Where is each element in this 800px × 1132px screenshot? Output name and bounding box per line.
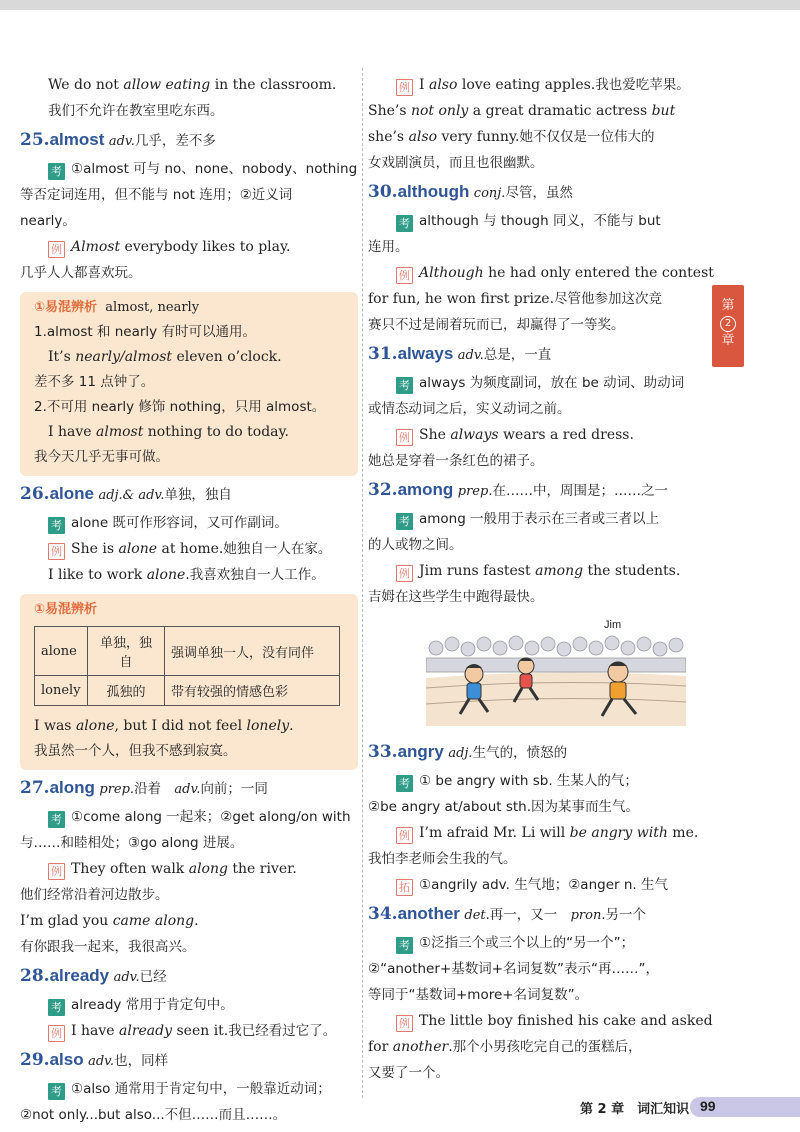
kao-icon: 考	[396, 937, 413, 954]
entry-27-example-1: 例 They often walk along the river.	[20, 856, 358, 882]
li-icon: 例	[48, 241, 65, 258]
box-line: 我今天几乎无事可做。	[34, 449, 169, 465]
entry-27-example-2-cn: 有你跟我一起来，我很高兴。	[20, 939, 196, 955]
entry-32-note-cont: 的人或物之间。	[368, 537, 463, 553]
entry-27-heading: 27.along prep.沿着 adv.向前；一同	[20, 778, 268, 798]
entry-33-extension: 拓 ①angrily adv. 生气地；②anger n. 生气	[368, 872, 704, 898]
right-column	[368, 72, 714, 1086]
entry-25-example-cn: 几乎人人都喜欢玩。	[20, 265, 142, 281]
entry-29-heading: 29.also adv.也，同样	[20, 1050, 169, 1070]
entry-25-heading: 25.almost adv.几乎，差不多	[20, 130, 216, 150]
entry-30-example-cn: 赛只不过是闹着玩而已，却赢得了一等奖。	[368, 317, 625, 333]
confusion-box-alone-lonely	[20, 594, 358, 770]
li-icon: 例	[396, 267, 413, 284]
entry-34-example-cont: for another.那个小男孩吃完自己的蛋糕后，	[368, 1039, 642, 1055]
page-footer	[560, 1095, 800, 1119]
table-cell: 带有较强的情感色彩	[165, 676, 340, 706]
box-line: 1.almost 和 nearly 有时可以通用。	[34, 324, 256, 340]
entry-33-example-cn: 我怕李老师会生我的气。	[368, 851, 517, 867]
table-cell: lonely	[35, 676, 88, 706]
entry-31-example-cn: 她总是穿着一条红色的裙子。	[368, 453, 544, 469]
table-cell: 孤独的	[88, 676, 165, 706]
illustration-label-jim: Jim	[604, 619, 622, 631]
entry-27-note: 考 ①come along 一起来；②get along/on with	[20, 804, 358, 830]
confusion-box-almost-nearly	[20, 292, 358, 476]
entry-34-heading: 34.another det.再一，又一 pron.另一个	[368, 904, 646, 924]
box-line: It’s nearly/almost eleven o’clock.	[48, 349, 282, 365]
table-row	[35, 627, 340, 676]
column-divider	[362, 68, 363, 1098]
entry-27-example-2: I’m glad you came along.	[20, 913, 199, 929]
entry-31-note: 考 always 为频度副词，放在 be 动词、助动词	[368, 370, 704, 396]
entry-25-note-cont2: nearly。	[20, 213, 76, 229]
entry-30-note-cont: 连用。	[368, 239, 409, 255]
kao-icon: 考	[396, 377, 413, 394]
box-title: ①易混辨析 almost, nearly	[34, 300, 200, 315]
entry-29-example-2-cont: she’s also very funny.她不仅仅是一位伟大的	[368, 129, 655, 145]
entry-26-note: 考 alone 既可作形容词，又可作副词。	[20, 510, 358, 536]
footer-chapter-title: 第 2 章 词汇知识	[580, 1102, 690, 1117]
entry-25-note: 考 ①almost 可与 no、none、nobody、nothing	[20, 156, 358, 182]
comparison-table	[34, 626, 340, 706]
entry-32-example-cn: 吉姆在这些学生中跑得最快。	[368, 589, 544, 605]
top-edge-bar	[0, 0, 800, 10]
li-icon: 例	[396, 827, 413, 844]
entry-27-note-cont: 与……和睦相处；③go along 进展。	[20, 835, 244, 851]
entry-30-note: 考 although 与 though 同义，不能与 but	[368, 208, 704, 234]
li-icon: 例	[396, 429, 413, 446]
entry-32-note: 考 among 一般用于表示在三者或三者以上	[368, 506, 704, 532]
li-icon: 例	[396, 1015, 413, 1032]
table-cell: 单独，独自	[88, 627, 165, 676]
entry-33-note: 考 ① be angry with sb. 生某人的气；	[368, 768, 704, 794]
entry-29-note: 考 ①also 通常用于肯定句中，一般靠近动词；	[20, 1076, 358, 1102]
entry-33-example: 例 I’m afraid Mr. Li will be angry with me.	[368, 820, 704, 846]
entry-28-note: 考 already 常用于肯定句中。	[20, 992, 358, 1018]
entry-33-note-cont: ②be angry at/about sth.因为某事而生气。	[368, 799, 640, 815]
entry-30-example-cont: for fun, he won first prize.尽管他参加这次竞	[368, 291, 663, 307]
box-line: I was alone, but I did not feel lonely.	[34, 718, 294, 734]
entry-26-example-1: 例 She is alone at home.她独自一人在家。	[20, 536, 358, 562]
kao-icon: 考	[396, 513, 413, 530]
entry-34-example-cn: 又要了一个。	[368, 1065, 449, 1081]
box-line: 2.不可用 nearly 修饰 nothing，只用 almost。	[34, 399, 326, 415]
entry-32-example: 例 Jim runs fastest among the students.	[368, 558, 704, 584]
table-cell: 强调单独一人，没有同伴	[165, 627, 340, 676]
li-icon: 例	[396, 565, 413, 582]
kao-icon: 考	[48, 811, 65, 828]
kao-icon: 考	[396, 775, 413, 792]
entry-31-heading: 31.always adv.总是，一直	[368, 344, 552, 364]
entry-28-example: 例 I have already seen it.我已经看过它了。	[20, 1018, 358, 1044]
li-icon: 例	[48, 1025, 65, 1042]
side-tab-number: 2	[720, 316, 736, 332]
li-icon: 例	[48, 543, 65, 560]
entry-34-note-cont: ②“another+基数词+名词复数”表示“再……”，	[368, 961, 659, 977]
kao-icon: 考	[48, 517, 65, 534]
entry-26-heading: 26.alone adj.& adv.单独，独自	[20, 484, 232, 504]
intro-example-en: We do not allow eating in the classroom.	[48, 77, 337, 93]
box-line: I have almost nothing to do today.	[48, 424, 289, 440]
side-tab-char: 第	[721, 298, 735, 313]
kao-icon: 考	[396, 215, 413, 232]
table-cell: alone	[35, 627, 88, 676]
entry-27-example-1-cn: 他们经常沿着河边散步。	[20, 887, 169, 903]
li-icon: 例	[396, 79, 413, 96]
page-number: 99	[700, 1098, 716, 1114]
entry-34-note: 考 ①泛指三个或三个以上的“另一个”；	[368, 930, 704, 956]
entry-34-example: 例 The little boy finished his cake and asked	[368, 1008, 704, 1034]
chapter-side-tab	[712, 285, 744, 367]
intro-example-cn: 我们不允许在教室里吃东西。	[48, 103, 224, 119]
page-number-badge	[690, 1097, 800, 1117]
entry-33-heading: 33.angry adj.生气的，愤怒的	[368, 742, 568, 762]
entry-30-heading: 30.although conj.尽管，虽然	[368, 182, 573, 202]
box-line: 我虽然一个人，但我不感到寂寞。	[34, 743, 237, 759]
entry-34-note-cont2: 等同于“基数词+more+名词复数”。	[368, 987, 589, 1003]
entry-29-example-2: She’s not only a great dramatic actress but	[368, 103, 676, 119]
tuo-icon: 拓	[396, 879, 413, 896]
entry-29-example-2-cn: 女戏剧演员，而且也很幽默。	[368, 155, 544, 171]
kao-icon: 考	[48, 1083, 65, 1100]
li-icon: 例	[48, 863, 65, 880]
entry-28-heading: 28.already adv.已经	[20, 966, 167, 986]
entry-32-heading: 32.among prep.在……中，周围是；……之一	[368, 480, 668, 500]
table-row	[35, 676, 340, 706]
entry-31-example: 例 She always wears a red dress.	[368, 422, 704, 448]
left-column	[20, 72, 358, 1128]
kao-icon: 考	[48, 999, 65, 1016]
entry-29-note-cont: ②not only...but also...不但……而且……。	[20, 1107, 287, 1123]
side-tab-char: 章	[721, 333, 735, 348]
running-race-illustration	[426, 616, 686, 726]
entry-26-example-2: I like to work alone.我喜欢独自一人工作。	[48, 567, 325, 583]
box-title: ①易混辨析	[34, 602, 98, 617]
kao-icon: 考	[48, 163, 65, 180]
entry-30-example: 例 Although he had only entered the contest	[368, 260, 704, 286]
entry-29-example-1: 例 I also love eating apples.我也爱吃苹果。	[368, 72, 704, 98]
entry-25-example: 例 Almost everybody likes to play.	[20, 234, 358, 260]
entry-31-note-cont: 或情态动词之后，实义动词之前。	[368, 401, 571, 417]
box-line: 差不多 11 点钟了。	[34, 374, 155, 390]
entry-25-note-cont: 等否定词连用，但不能与 not 连用；②近义词	[20, 187, 293, 203]
